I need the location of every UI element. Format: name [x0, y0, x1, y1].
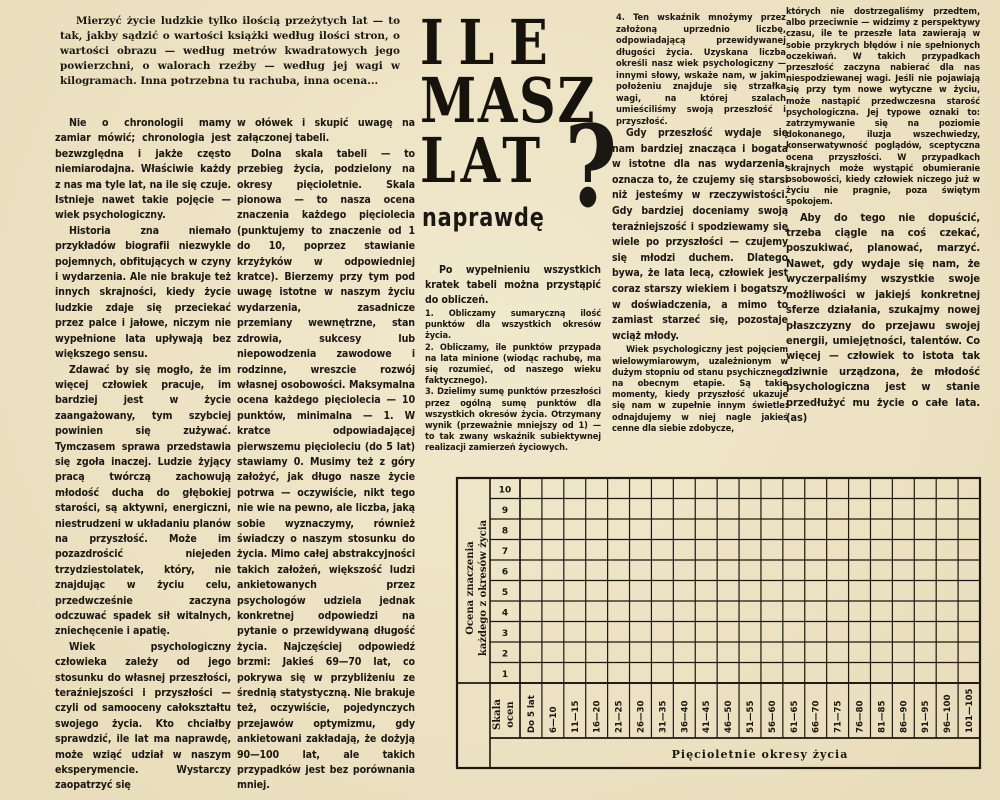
- title-line-3: LAT: [420, 124, 546, 197]
- y-axis-title-line-1: Ocena znaczenia: [465, 541, 476, 635]
- row-label: 1: [501, 669, 509, 680]
- row-label: 2: [501, 649, 509, 660]
- column-label: 26—30: [636, 700, 647, 733]
- y-axis-title-line-2: każdego z okresów życia: [478, 519, 489, 657]
- row-label: 7: [501, 546, 509, 557]
- column-label: 6—10: [548, 706, 559, 733]
- column-label: 86—90: [899, 700, 910, 733]
- column-label: 81—85: [877, 700, 888, 733]
- calculation-steps: [425, 308, 601, 454]
- column-label: 16—20: [592, 700, 603, 733]
- column-label: 36—40: [680, 700, 691, 733]
- title-line-2: MASZ: [420, 64, 597, 137]
- column-label: 91—95: [921, 700, 932, 733]
- paragraph: Wiek psychologiczny człowieka zależy od jego stosunku do własnej przeszłości, teraźniejszości i przyszłości — czyli od samooceny całokształtu swojego życia. Kto chciałby sprawdzić, ile lat ma naprawdę, może wziąć udział w naszym eksperymencie. Wystarczy zaopatrzyć się: [55, 640, 231, 792]
- column-label: 46—50: [724, 700, 735, 733]
- list-item: 3. Dzielimy sumę punktów przeszłości przez ogólną sumę punktów dla wszystkich okresów życia. Otrzymany wynik (przeważnie mniejszy od 1) — to tak zwany wskaźnik subiektywnej realizacji zamierzeń życiowych.: [425, 386, 601, 454]
- title-question-mark: ?: [564, 102, 618, 233]
- row-label: 6: [501, 567, 509, 578]
- title-line-1: ILE: [420, 6, 563, 79]
- column-label: 61—65: [789, 700, 800, 733]
- list-item: 1. Obliczamy sumaryczną ilość punktów dla wszystkich okresów życia.: [425, 308, 601, 342]
- text-column-3: [425, 263, 601, 454]
- paragraph: Gdy przeszłość wydaje się nam bardziej znacząca i bogata w istotne dla nas wydarzenia, oznacza to, że czujemy się starsi niż jesteśmy w rzeczywistości. Gdy bardziej doceniamy swoją teraźniejszość i spodziewamy się wiele po przyszłości — czujemy się młodzi duchem. Dlatego bywa, że lata lecą, człowiek jest coraz starszy wiekiem i bogatszy w doświadczenia, a mimo to zamiast starzeć się, pozostaje wciąż młody.: [612, 127, 788, 342]
- text-column-2: [237, 116, 415, 794]
- text-column-1: [55, 116, 231, 794]
- list-item: 2. Obliczamy, ile punktów przypada na lata minione (wiodąc rachubę, ma się rozumieć, od naszego wieku faktycznego).: [425, 341, 601, 387]
- age-rating-table: [455, 468, 990, 773]
- column-label: 41—45: [702, 700, 713, 733]
- x-axis-title: Pięcioletnie okresy życia: [671, 748, 849, 761]
- column-label: 101—105: [965, 688, 976, 733]
- paragraph: Zdawać by się mogło, że im więcej człowiek pracuje, im bardziej jest w życie zaangażowany, tym szybciej powinien się zużywać. Tymczasem sprawa przedstawia się zgoła inaczej. Ludzie żyjący pracą twórczą zachowują młodość ducha do głębokiej starości, są aktywni, energiczni, niestrudzeni w układaniu planów na przyszłość. Może im pozazdrościć niejeden trzydziestolatek, który, nie znajdując w życiu celu, przedwcześnie zaczyna odczuwać spadek sił witalnych, zniechęcenie i apatię.: [55, 363, 231, 638]
- scale-label-line-2: ocen: [505, 701, 516, 728]
- article-lead: Mierzyć życie ludzkie tylko ilością przeżytych lat — to tak, jakby sądzić o wartości książki według ilości stron, o wartości obrazu — według metrów kwadratowych jego powierzchni, o walorach rzeźby — według jej wagi w kilogramach. Inna potrzebna tu rachuba, inna ocena...: [60, 15, 400, 87]
- text-column-5: [786, 6, 980, 425]
- column-label: 21—25: [614, 700, 625, 733]
- text-column-4: [612, 126, 788, 434]
- paragraph: Nie o chronologii mamy zamiar mówić; chronologia jest bezwzględna i jakże często niemiarodajna. Właściwie każdy z nas ma tyle lat, na ile się czuje. Istnieje nawet takie pojęcie — wiek psychologiczny.: [55, 117, 231, 222]
- column-label: 76—80: [855, 700, 866, 733]
- paragraph: Dolna skala tabeli — to przebieg życia, podzielony na okresy pięcioletnie. Skala pionowa — to nasza ocena znaczenia każdego pięciolecia (punktujemy to znaczenie od 1 do 10, poprzez stawianie krzyżyków w odpowiedniej kratce). Bierzemy przy tym pod uwagę istotne w naszym życiu wydarzenia, zasadnicze przemiany wewnętrzne, stan zdrowia, sukcesy lub niepowodzenia zawodowe i rodzinne, wreszcie rozwój własnej osobowości. Maksymalna ocena każdego pięciolecia — 10 punktów, minimalna — 1. W kratce odpowiadającej pierwszemu pięcioleciu (do 5 lat) stawiamy 0. Musimy też z góry założyć, jak długo nasze życie potrwa — oczywiście, nikt tego nie wie na pewno, ale liczba, jaką sobie wyznaczymy, również świadczy o naszym stosunku do życia. Mimo całej abstrakcyjności takich założeń, większość ludzi ankietowanych przez psychologów udziela jednak konkretnej odpowiedzi na pytanie o przewidywaną długość życia. Najczęściej odpowiedź brzmi: Jakieś 69—70 lat, co pokrywa się w przybliżeniu ze średnią statystyczną. Nie brakuje też, oczywiście, pojedynczych przejawów optymizmu, gdy ankietowani zakładają, że dożyją 90—100 lat, ale takich przypadków jest bez porównania mniej.: [237, 147, 415, 792]
- paragraph: Po wypełnieniu wszystkich kratek tabeli można przystąpić do obliczeń.: [425, 264, 601, 306]
- column-label: 56—60: [767, 700, 778, 733]
- rating-grid: [455, 468, 990, 773]
- column-label: 31—35: [658, 700, 669, 733]
- paragraph: których nie dostrzegaliśmy przedtem, albo przeciwnie — widzimy z perspektywy czasu, ile te przeszłe lata zawierają w sobie przykrych błędów i nie spełnionych oczekiwań. W takich przypadkach przeszłość zaczyna nabierać dla nas niespodziewanej wagi. Jeśli nie pojawiają się przy tym nowe wytyczne w życiu, może nastąpić przedwczesna starość psychologiczna. Jej typowe oznaki to: zatrzymywanie się na poziomie dokonanego, iluzja wszechwiedzy, konserwatywność poglądów, sceptyczna ocena przyszłości. W przypadkach skrajnych może wystąpić obumieranie osobowości, kiedy człowiek niczego już w życiu nie pragnie, poza świętym spokojem.: [786, 6, 980, 208]
- column-label: Do 5 lat: [526, 695, 537, 733]
- column-label: 71—75: [833, 700, 844, 733]
- column-label: 11—15: [570, 700, 581, 733]
- row-label: 4: [501, 608, 509, 619]
- paragraph: Aby do tego nie dopuścić, trzeba ciągle na coś czekać, poszukiwać, planować, marzyć. Nawet, gdy wydaje się nam, że wyczerpaliśmy wszystkie swoje możliwości w jakiejś konkretnej sferze działania, szukajmy nowej płaszczyzny do przejawu swojej energii, umiejętności, talentów. Co więcej — człowiek to istota tak dziwnie urządzona, że młodość psychologiczna jest w stanie przedłużyć mu życie o całe lata. (as): [786, 210, 980, 424]
- article-title: [420, 6, 618, 256]
- paragraph: w ołówek i skupić uwagę na załączonej tabeli.: [237, 117, 415, 145]
- scale-label-line-1: Skala: [492, 699, 503, 730]
- column-label: 96—100: [943, 694, 954, 733]
- paragraph: Historia zna niemało przykładów biografii niezwykle pojemnych, obfitujących w czyny i wydarzenia. Ale nie brakuje też innych skrajności, kiedy życie ludzkie zdaje się przeciekać przez palce i jałowe, niczym nie wypełnione lata upływają bez większego sensu.: [55, 224, 231, 361]
- calculation-step-4: 4. Ten wskaźnik mnożymy przez założoną uprzednio liczbę, odpowiadającą przewidywanej długości życia. Uzyskana liczba określi nasz wiek psychologiczny — innymi słowy, wskaże nam, w jakim położeniu znajduje się strzałka wagi, na której szalach umieściliśmy swoją przeszłość i przyszłość.: [616, 12, 786, 127]
- column-label: 66—70: [811, 700, 822, 733]
- column-label: 51—55: [746, 700, 756, 733]
- row-label: 9: [501, 505, 509, 516]
- row-label: 5: [501, 587, 509, 598]
- row-label: 10: [498, 485, 512, 496]
- paragraph: Wiek psychologiczny jest pojęciem wielowymiarowym, uzależnionym w dużym stopniu od stanu psychicznego na obecnym etapie. Są takie momenty, kiedy przyszłość ukazuje się nam w zupełnie innym świetle: odnajdujemy w niej nagle jakieś cenne dla siebie zdobycze,: [612, 344, 788, 434]
- article-subtitle: naprawdę: [422, 203, 545, 233]
- row-label: 8: [501, 526, 509, 537]
- row-label: 3: [501, 628, 509, 639]
